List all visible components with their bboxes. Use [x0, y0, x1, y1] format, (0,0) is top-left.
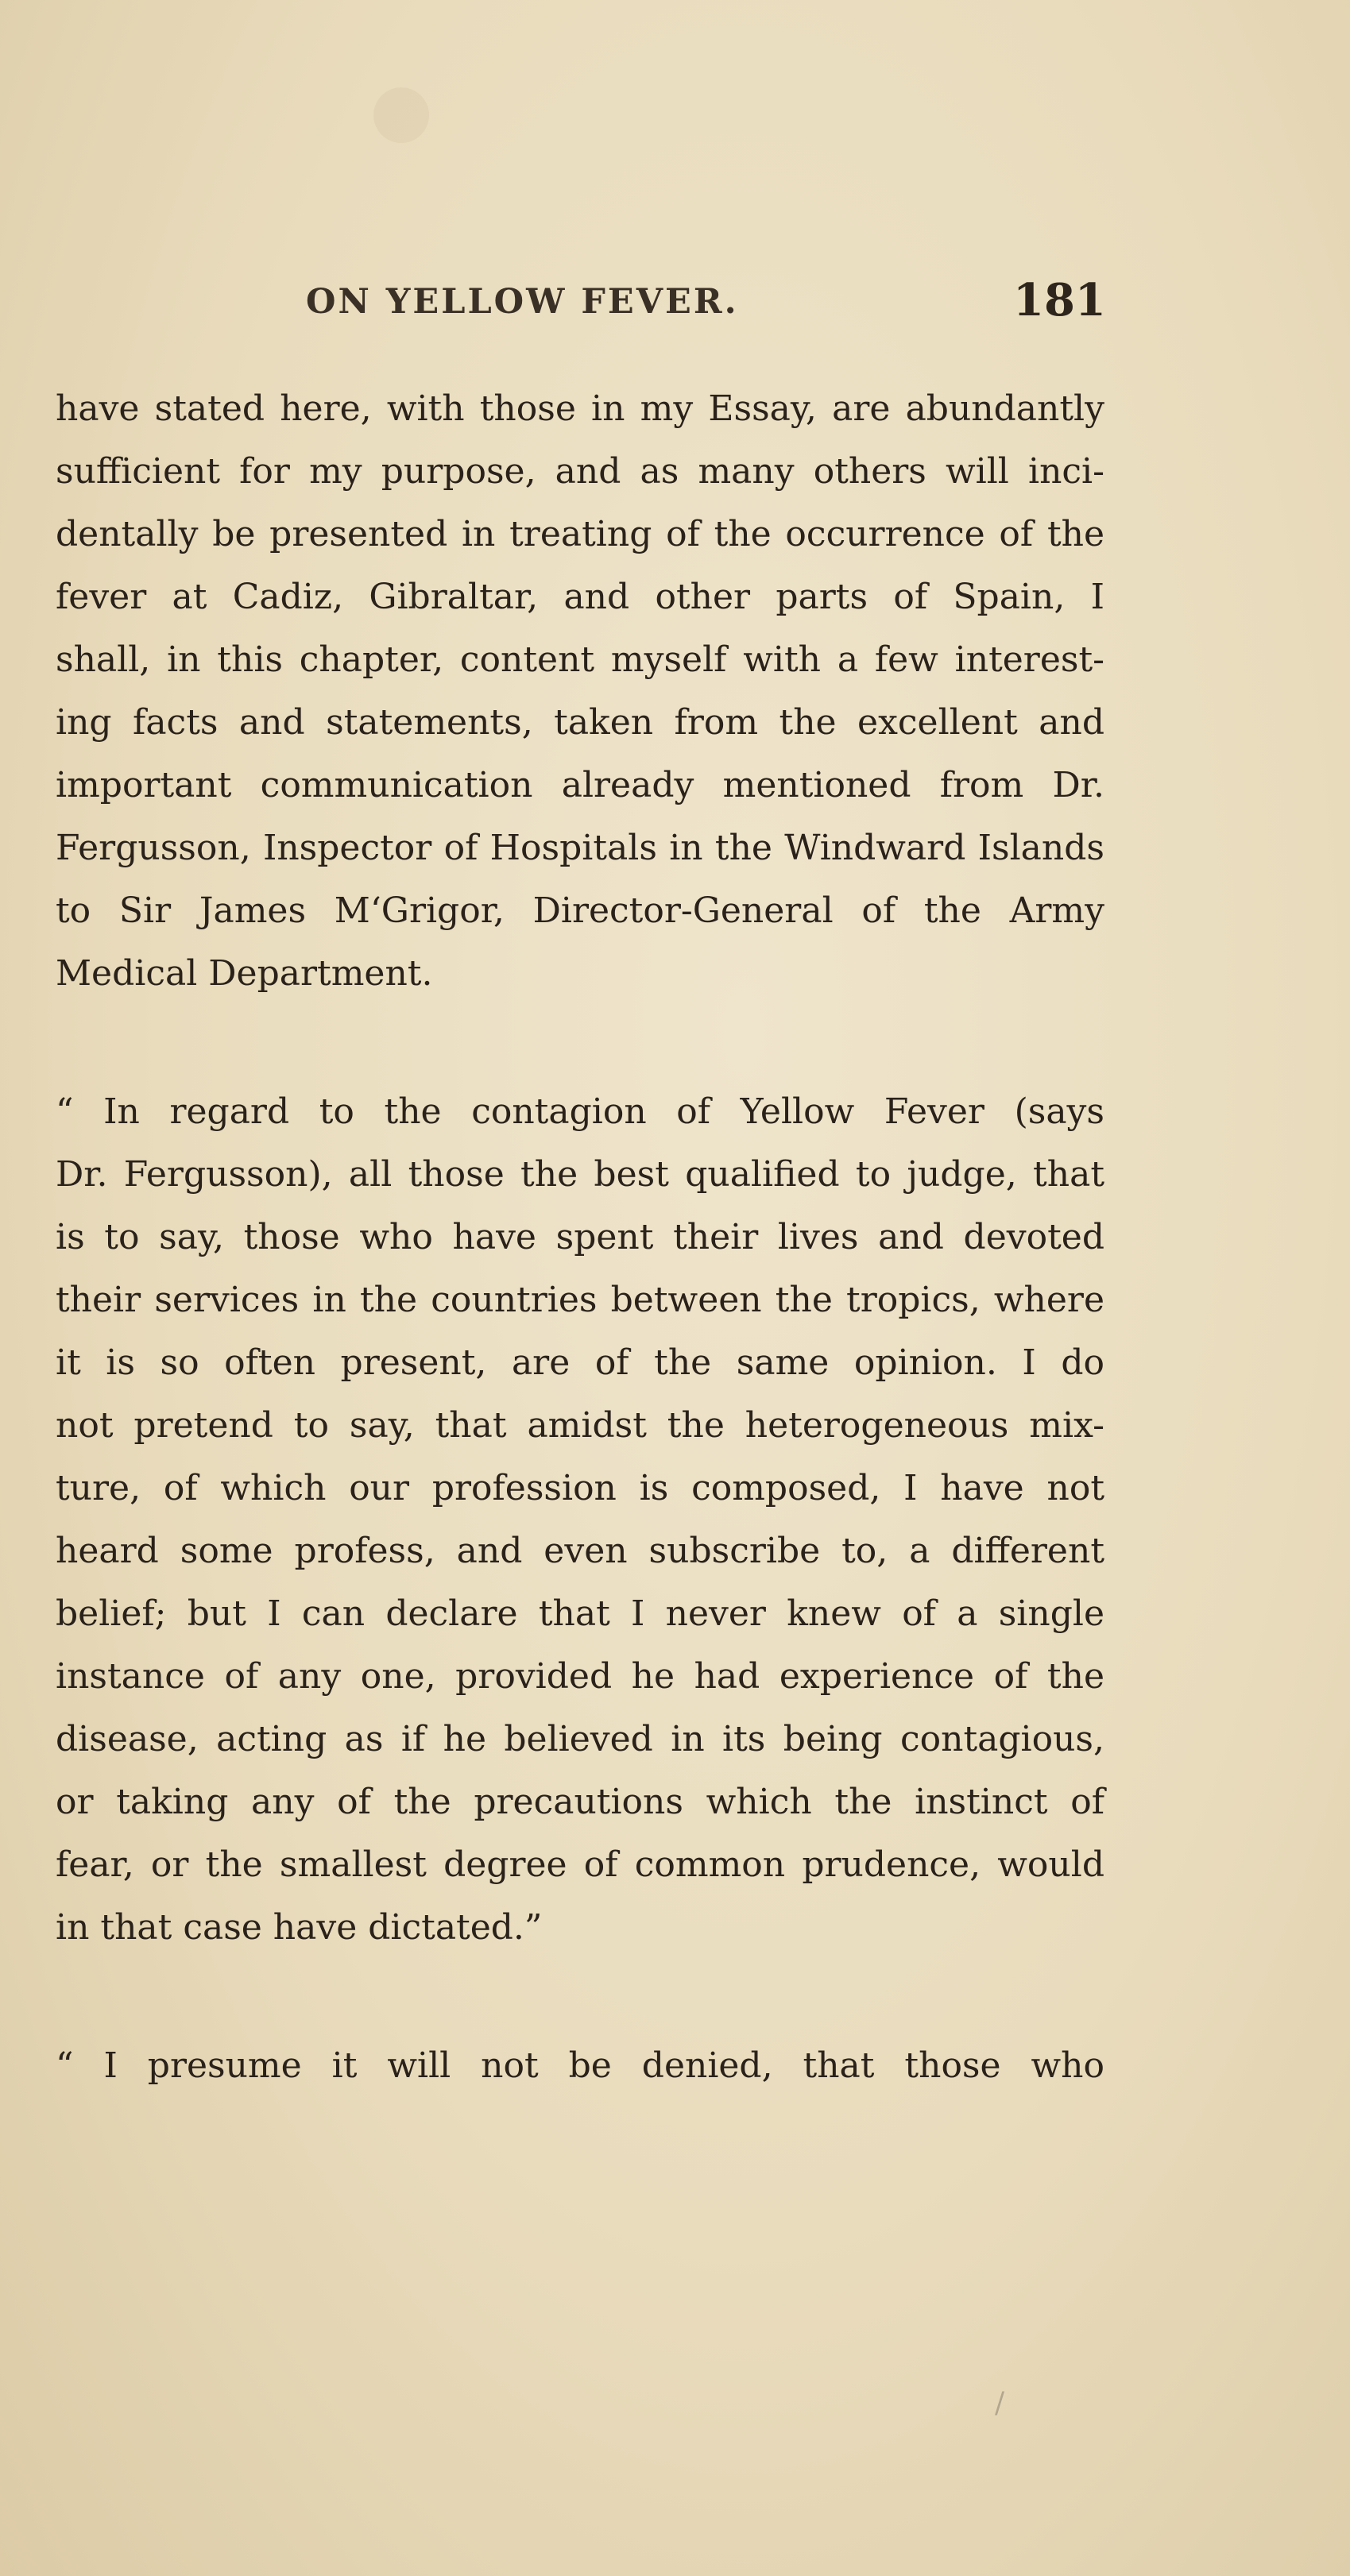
- text-line: “ In regard to the contagion of Yellow Fever (says: [56, 1091, 1104, 1132]
- text-line: ing facts and statements, taken from the excellent and: [56, 702, 1104, 743]
- body-text: [56, 377, 1104, 2097]
- text-line: fever at Cadiz, Gibraltar, and other parts of Spain, I: [56, 577, 1104, 617]
- text-line: fear, or the smallest degree of common prudence, would: [56, 1844, 1104, 1885]
- text-line: in that case have dictated.”: [56, 1907, 543, 1948]
- text-line: belief; but I can declare that I never knew of a single: [56, 1593, 1104, 1634]
- text-line: it is so often present, are of the same opinion. I do: [56, 1342, 1104, 1383]
- paragraph-spacer: [56, 1959, 1104, 2034]
- text-line: not pretend to say, that amidst the heterogeneous mix-: [56, 1405, 1104, 1446]
- text-line: “ I presume it will not be denied, that those who: [56, 2045, 1104, 2086]
- text-line: or taking any of the precautions which the instinct of: [56, 1782, 1104, 1822]
- text-line: Dr. Fergusson), all those the best qualified to judge, that: [56, 1154, 1104, 1195]
- text-line: heard some profess, and even subscribe to, a different: [56, 1531, 1104, 1571]
- text-line: is to say, those who have spent their lives and devoted: [56, 1217, 1104, 1257]
- text-line: dentally be presented in treating of the occurrence of the: [56, 514, 1104, 554]
- paragraph-spacer: [56, 1005, 1104, 1080]
- text-line: ture, of which our profession is composed, I have not: [56, 1468, 1104, 1508]
- paragraph: [56, 2034, 1104, 2097]
- text-line: disease, acting as if he believed in its being contagious,: [56, 1719, 1104, 1759]
- page-number: 181: [1013, 274, 1106, 326]
- paragraph: [56, 377, 1104, 1005]
- text-line: instance of any one, provided he had experience of the: [56, 1656, 1104, 1697]
- running-title: ON YELLOW FEVER.: [306, 282, 739, 322]
- text-line: shall, in this chapter, content myself with a few interest-: [56, 639, 1104, 680]
- paragraph: [56, 1080, 1104, 1959]
- text-line: Fergusson, Inspector of Hospitals in the Windward Islands: [56, 828, 1104, 868]
- paper-stain: [373, 87, 429, 143]
- pencil-mark: /: [995, 2387, 1005, 2420]
- text-line: their services in the countries between the tropics, where: [56, 1280, 1104, 1320]
- text-line: sufficient for my purpose, and as many others will inci-: [56, 451, 1104, 492]
- text-line: have stated here, with those in my Essay, are abundantly: [56, 388, 1104, 429]
- page-header: [0, 274, 1350, 338]
- text-line: to Sir James M‘Grigor, Director-General of the Army: [56, 890, 1104, 931]
- text-line: Medical Department.: [56, 953, 433, 994]
- text-line: important communication already mentioned from Dr.: [56, 765, 1104, 805]
